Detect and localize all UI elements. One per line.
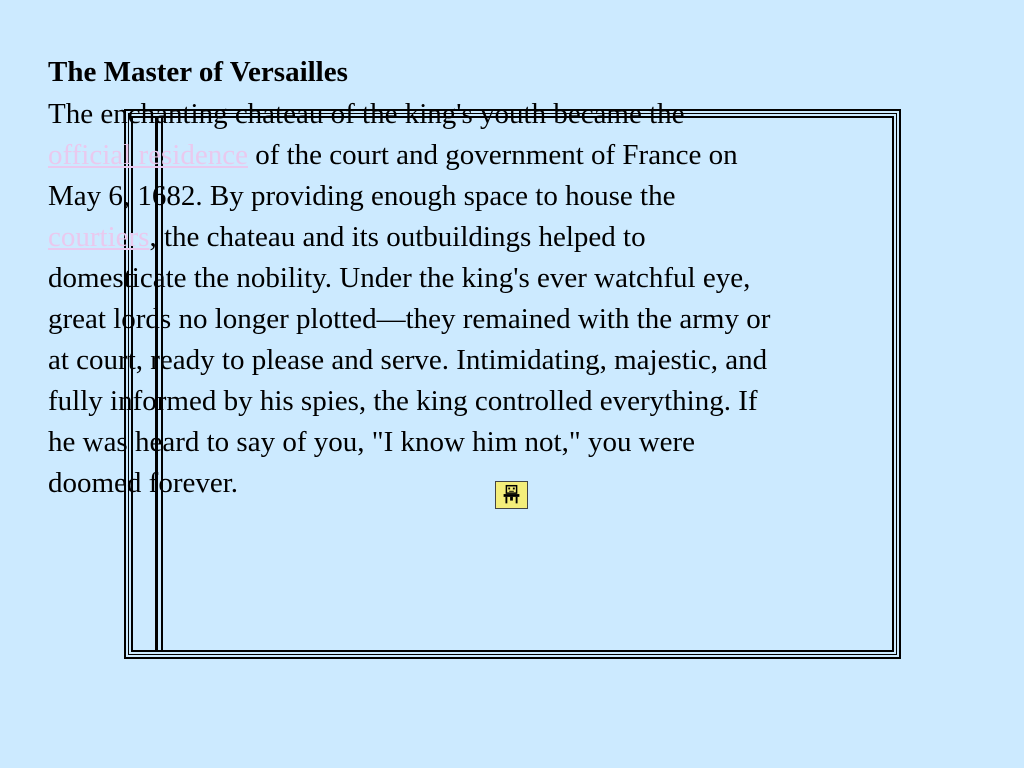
courtiers-link[interactable]: courtiers (48, 221, 150, 253)
slide-title: The Master of Versailles (48, 56, 348, 88)
sound-icon[interactable] (495, 481, 528, 509)
slide-content (48, 54, 773, 504)
paragraph-text-1: The enchanting chateau of the king's youth became the (48, 98, 685, 130)
slide-paragraph (48, 94, 773, 504)
official-residence-link[interactable]: official residence (48, 139, 248, 171)
paragraph-text-2: of the court and government of France on May 6, 1682. By providing enough space to house the (48, 139, 738, 212)
paragraph-text-3: , the chateau and its outbuildings helped to domesticate the nobility. Under the king's ever watchful eye, great lords no longer plotted—they remained with the army or at court, ready to please and serve. Intimidating, majestic, and fully informed by his spies, the king controlled everything. If he was heard to say of you, "I know him not," you were doomed forever. (48, 221, 771, 499)
sound-icon-graphic (496, 482, 527, 508)
